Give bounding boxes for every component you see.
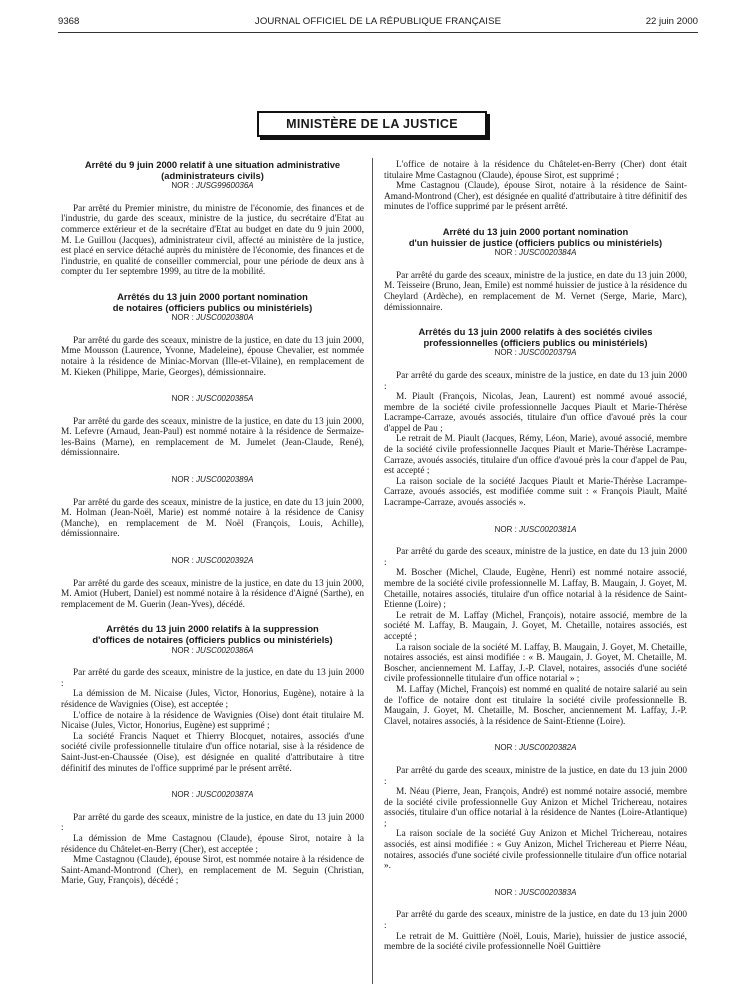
section-title: d'offices de notaires (officiers publics ou ministériels) (92, 634, 333, 645)
page-header (58, 16, 698, 30)
paragraph: La raison sociale de la société Guy Anizon et Michel Trichereau, notaires associés, est ainsi modifiée : « Guy Anizon, Michel Trichereau et Pierre Néau, notaires, associés d'une société civile professionnelle titulaire d'un office notarial ». (384, 829, 687, 872)
paragraph: M. Néau (Pierre, Jean, François, André) est nommé notaire associé, membre de la société civile professionnelle Guy Anizon et Michel Trichereau, notaires associés, titulaire d'un office notarial à la résidence de Nantes (Loire-Atlantique) ; (384, 787, 687, 829)
paragraph: M. Boscher (Michel, Claude, Eugène, Henri) est nommé notaire associé, membre de la société civile professionnelle M. Laffay, B. Maugain, J. Goyet, M. Chetaille, notaires associés, titulaire d'un office notarial à la résidence de Saint-Etienne (Loire) ; (384, 568, 687, 611)
paragraph: Par arrêté du garde des sceaux, ministre de la justice, en date du 13 juin 2000 : (384, 765, 687, 787)
paragraph: Par arrêté du garde des sceaux, ministre de la justice, en date du 13 juin 2000, M. Holman (Jean-Noël, Marie) est nommé notaire à la résidence de Canisy (Manche), en remplacement de M. Noël (François, Louis, Achille), démissionnaire. (61, 497, 364, 540)
paragraph: M. Piault (François, Nicolas, Jean, Laurent) est nommé avoué associé, membre de la société civile professionnelle Jacques Piault et Marie-Thérèse Lacrampe-Carraze, avoués associés, titulaire d'un office d'avoué près la cour d'appel de Pau ; (384, 392, 687, 434)
column-divider (372, 158, 373, 984)
paragraph: M. Laffay (Michel, François) est nommé en qualité de notaire salarié au sein de l'office de notaire dont est titulaire la société civile professionnelle B. Maugain, J. Goyet, M. Chetaille, M. Boscher, anciennement M. Laffay, J.-P. Clavel, notaires associés, à la résidence de Saint-Etienne (Loire). (384, 684, 687, 727)
section-title: Arrêtés du 13 juin 2000 relatifs à des sociétés civiles (418, 326, 653, 338)
paragraph: Par arrêté du garde des sceaux, ministre de la justice, en date du 13 juin 2000 : (61, 668, 364, 689)
paragraph: La raison sociale de la société Jacques Piault et Marie-Thérèse Lacrampe-Carraze, avoués associés, est modifiée comme suit : « François Piault, Maïté Lacrampe-Carraze, avoués associés ». (384, 476, 687, 509)
section-nomination-notaires (61, 292, 364, 610)
ministry-heading: MINISTÈRE DE LA JUSTICE (257, 111, 487, 137)
nor-reference: NOR : JUSC0020382A (494, 743, 577, 753)
nor-reference: NOR : JUSC0020381A (494, 524, 577, 534)
paragraph: Par arrêté du Premier ministre, du ministre de l'économie, des finances et de l'industrie, du garde des sceaux, ministre de la justice, du secrétaire d'Etat au commerce extérieur et de la secrétaire d'Etat au budget en date du 9 juin 2000, M. Le Guillou (Jacques), administrateur civil, affecté au ministère de la justice, est placé en service détaché auprès du ministère de l'économie, des finances et de l'industrie, en qualité de conseiller commercial, pour une période de deux ans à compter du 1er septembre 1999, au titre de la mobilité. (61, 203, 364, 278)
page-number: 9368 (58, 16, 80, 27)
nor-reference: NOR : JUSC0020389A (171, 475, 254, 485)
section-title: Arrêtés du 13 juin 2000 relatifs à la suppression (106, 623, 319, 635)
paragraph: Le retrait de M. Laffay (Michel, François), notaire associé, membre de la société M. Laffay, B. Maugain, J. Goyet, M. Chetaille, notaires associés, est accepté ; (384, 610, 687, 642)
paragraph: Par arrêté du garde des sceaux, ministre de la justice, en date du 13 juin 2000, M. Teisseire (Bruno, Jean, Emile) est nommé huissier de justice à la résidence du Cheylard (Ardèche), en remplacement de M. Vernet (Serge, Marie, Marc), démissionnaire. (384, 270, 687, 313)
section-title: d'un huissier de justice (officiers publics ou ministériels) (408, 236, 663, 248)
header-rule (58, 32, 698, 33)
paragraph: Par arrêté du garde des sceaux, ministre de la justice, en date du 13 juin 2000, Mme Mousson (Laurence, Yvonne, Madeleine), épouse Chevalier, est nommée notaire à la résidence de Miniac-Morvan (Ille-et-Vilaine), en remplacement de M. Kieken (Philippe, Marie, Georges), démissionnaire. (61, 335, 364, 378)
left-column (61, 160, 364, 887)
paragraph: La démission de Mme Castagnou (Claude), épouse Sirot, notaire à la résidence du Châtelet-en-Berry (Cher), est acceptée ; (61, 833, 364, 855)
nor-reference: NOR : JUSG9960036A (171, 181, 254, 191)
nor-reference: NOR : JUSC0020386A (171, 645, 254, 655)
nor-reference: NOR : JUSC0020384A (494, 248, 577, 258)
paragraph: L'office de notaire à la résidence du Châtelet-en-Berry (Cher) dont était titulaire Mme Castagnou (Claude), épouse Sirot, est supprimé ; (384, 160, 687, 181)
nor-reference: NOR : JUSC0020380A (171, 313, 254, 323)
issue-date: 22 juin 2000 (645, 16, 698, 27)
nor-reference: NOR : JUSC0020387A (171, 790, 254, 800)
section-administrative (61, 160, 364, 278)
section-title: (administrateurs civils) (161, 169, 264, 181)
paragraph: Par arrêté du garde des sceaux, ministre de la justice, en date du 13 juin 2000 : (61, 812, 364, 834)
paragraph: Par arrêté du garde des sceaux, ministre de la justice, en date du 13 juin 2000 : (384, 910, 687, 932)
section-suppression-offices (61, 624, 364, 886)
section-societes-civiles (384, 327, 687, 953)
section-nomination-huissier (384, 227, 687, 313)
paragraph: L'office de notaire à la résidence de Wavignies (Oise) dont était titulaire M. Nicaise (Jules, Victor, Honorius, Eugène) est supprimé ; (61, 710, 364, 732)
section-title: Arrêtés du 13 juin 2000 portant nomination (117, 290, 308, 302)
paragraph: La société Francis Naquet et Thierry Blocquet, notaires, associés d'une société civile professionnelle titulaire d'un office notarial, sise à la résidence de Saint-Just-en-Chaussée (Oise), est désignée en qualité d'attributaire à titre définitif des minutes de l'office supprimé par le présent arrêté. (61, 731, 364, 774)
section-title: professionnelles (officiers publics ou ministériels) (423, 336, 648, 348)
paragraph: Par arrêté du garde des sceaux, ministre de la justice, en date du 13 juin 2000 : (384, 370, 687, 392)
journal-title: JOURNAL OFFICIEL DE LA RÉPUBLIQUE FRANÇAISE (254, 16, 502, 27)
paragraph: Par arrêté du garde des sceaux, ministre de la justice, en date du 13 juin 2000, M. Amiot (Hubert, Daniel) est nommé notaire à la résidence d'Aigné (Sarthe), en remplacement de M. Guerin (Jean-Yves), décédé. (61, 578, 364, 610)
nor-reference: NOR : JUSC0020383A (494, 887, 577, 897)
section-title: Arrêté du 9 juin 2000 relatif à une situation administrative (84, 159, 341, 170)
paragraph: La raison sociale de la société M. Laffay, B. Maugain, J. Goyet, M. Chetaille, notaires associés, est ainsi modifiée : « B. Maugain, J. Goyet, M. Chetaille, M. Boscher, anciennement M. Laffay, J.-P. Clavel, notaires, associés d'une société civile professionnelle titulaire d'un office notarial » ; (384, 642, 687, 685)
paragraph: Mme Castagnou (Claude), épouse Sirot, est nommée notaire à la résidence de Saint-Amand-Montrond (Cher), en remplacement de M. Seguin (Christian, Marie, Guy, François), décédé ; (61, 855, 364, 887)
section-title: de notaires (officiers publics ou ministériels) (112, 301, 313, 313)
paragraph: Par arrêté du garde des sceaux, ministre de la justice, en date du 13 juin 2000 : (384, 547, 687, 568)
nor-reference: NOR : JUSC0020385A (171, 394, 254, 404)
paragraph: Par arrêté du garde des sceaux, ministre de la justice, en date du 13 juin 2000, M. Lefevre (Arnaud, Jean-Paul) est nommé notaire à la résidence de Sermaize-les-Bains (Marne), en remplacement de M. Jumelet (Jean-Claude, René), démissionnaire. (61, 416, 364, 459)
nor-reference: NOR : JUSC0020392A (171, 556, 254, 566)
nor-reference: NOR : JUSC0020379A (494, 348, 577, 358)
paragraph: Le retrait de M. Guittière (Noël, Louis, Marie), huissier de justice associé, membre de la société civile professionnelle Noël Guittière (384, 931, 687, 953)
right-column (384, 160, 687, 953)
paragraph: La démission de M. Nicaise (Jules, Victor, Honorius, Eugène), notaire à la résidence de Wavignies (Oise), est acceptée ; (61, 689, 364, 710)
section-title: Arrêté du 13 juin 2000 portant nomination (442, 225, 629, 237)
paragraph: Mme Castagnou (Claude), épouse Sirot, notaire à la résidence de Saint-Amand-Montrond (Cher), est désignée en qualité d'attributaire à titre définitif des minutes de l'office supprimé par le présent arrêté. (384, 181, 687, 213)
paragraph: Le retrait de M. Piault (Jacques, Rémy, Léon, Marie), avoué associé, membre de la société civile professionnelle Jacques Piault et Marie-Thérèse Lacrampe-Carraze, avoués associés, titulaire d'un office d'avoué près la cour d'appel de Pau, est accepté ; (384, 434, 687, 477)
